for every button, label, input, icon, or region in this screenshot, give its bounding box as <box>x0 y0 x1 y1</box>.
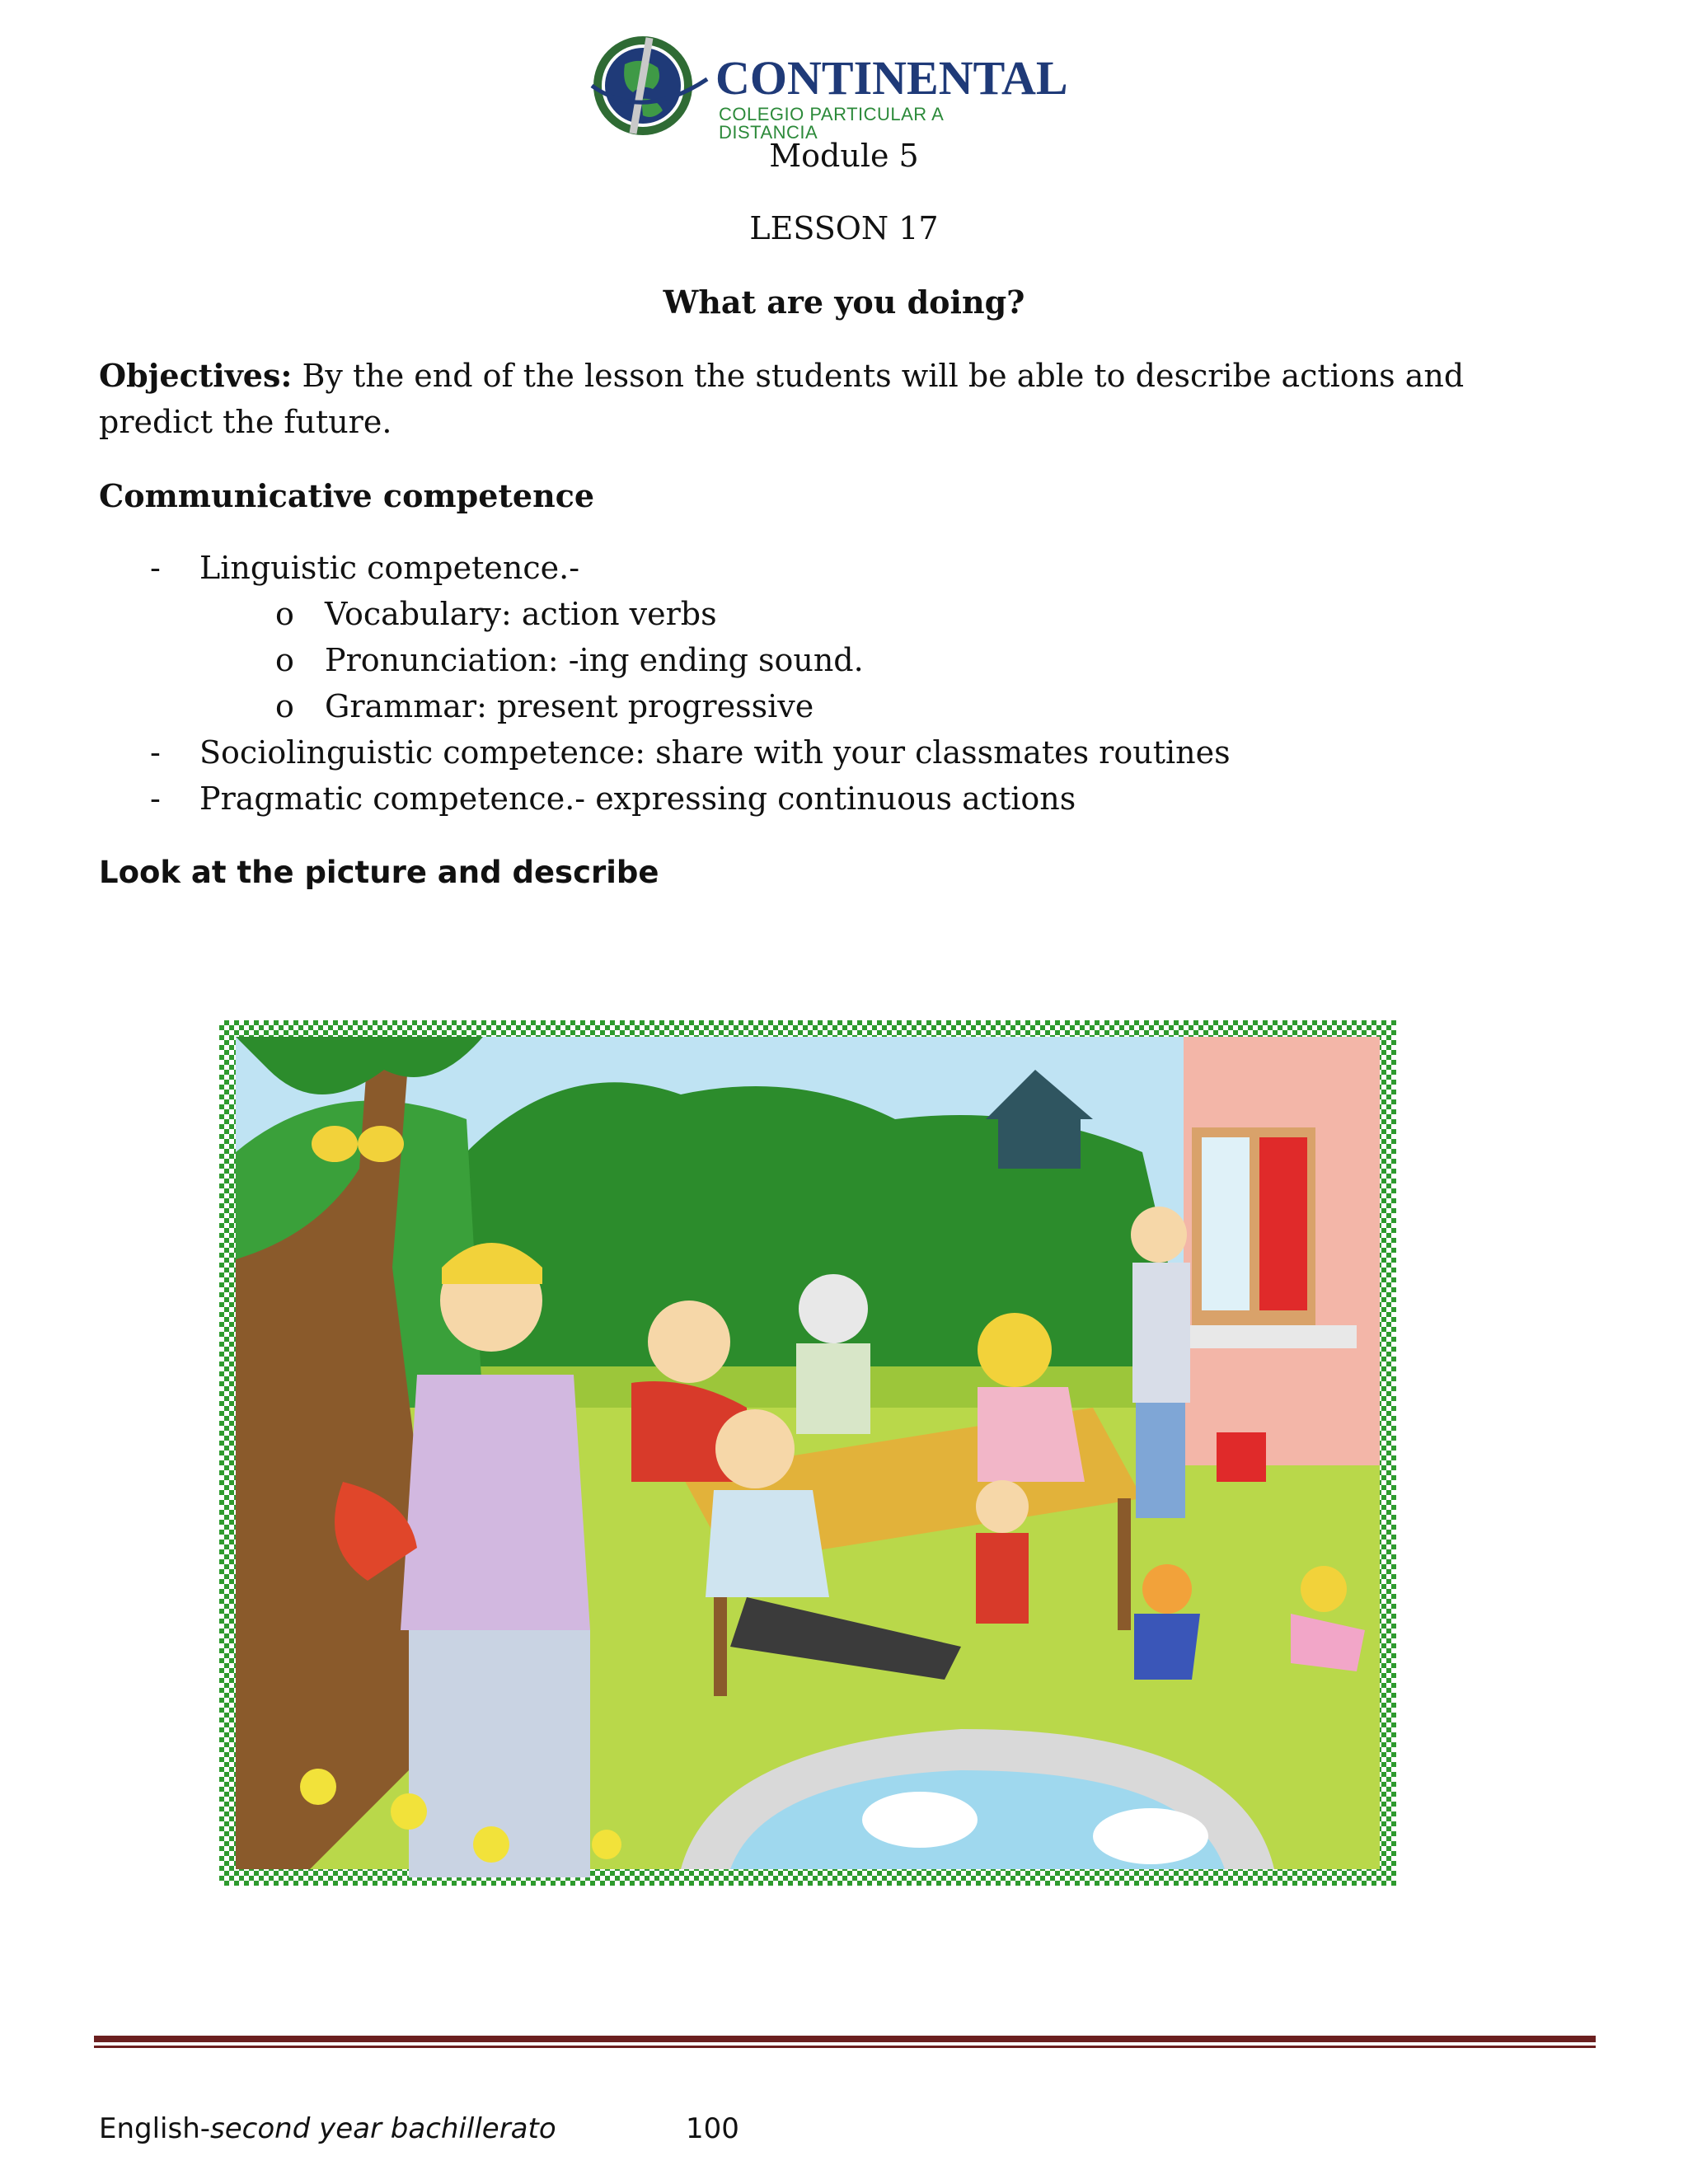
communicative-heading: Communicative competence <box>99 477 595 514</box>
module-label: Module 5 <box>769 138 919 174</box>
logo-brand-text: CONTINENTAL <box>715 51 1068 105</box>
circle-bullet: o <box>275 596 294 632</box>
sociolinguistic-competence: Sociolinguistic competence: share with your classmates routines <box>199 734 1231 771</box>
objectives-label: Objectives: <box>99 357 293 394</box>
pronunciation-item: Pronunciation: -ing ending sound. <box>325 642 864 678</box>
dash-bullet: - <box>150 550 161 586</box>
dash-bullet: - <box>150 734 161 771</box>
footer-rule <box>94 2036 1596 2042</box>
objectives-paragraph <box>99 353 1582 445</box>
page-number: 100 <box>686 2112 739 2145</box>
circle-bullet: o <box>275 688 294 724</box>
pragmatic-competence: Pragmatic competence.- expressing continuous actions <box>199 780 1076 817</box>
vocabulary-item: Vocabulary: action verbs <box>325 596 717 632</box>
lesson-title: What are you doing? <box>663 284 1025 321</box>
activity-instruction: Look at the picture and describe <box>99 855 659 890</box>
footer-rule-thin <box>94 2046 1596 2048</box>
globe-gear-icon <box>584 31 715 138</box>
logo-subtitle: COLEGIO PARTICULAR A DISTANCIA <box>719 104 944 143</box>
footer-course-name: second year bachillerato <box>210 2112 556 2145</box>
footer-subject: English- <box>99 2112 211 2145</box>
school-logo <box>584 31 1068 143</box>
garden-scene-image <box>219 1020 1396 1886</box>
objectives-text: By the end of the lesson the students will be able to describe actions and predict the future. <box>99 358 1465 440</box>
dash-bullet: - <box>150 780 161 817</box>
lesson-number: LESSON 17 <box>749 210 939 246</box>
circle-bullet: o <box>275 642 294 678</box>
grammar-item: Grammar: present progressive <box>325 688 814 724</box>
garden-family-illustration <box>219 1020 1396 1886</box>
footer-course <box>99 2112 556 2145</box>
linguistic-competence: Linguistic competence.- <box>199 550 580 586</box>
